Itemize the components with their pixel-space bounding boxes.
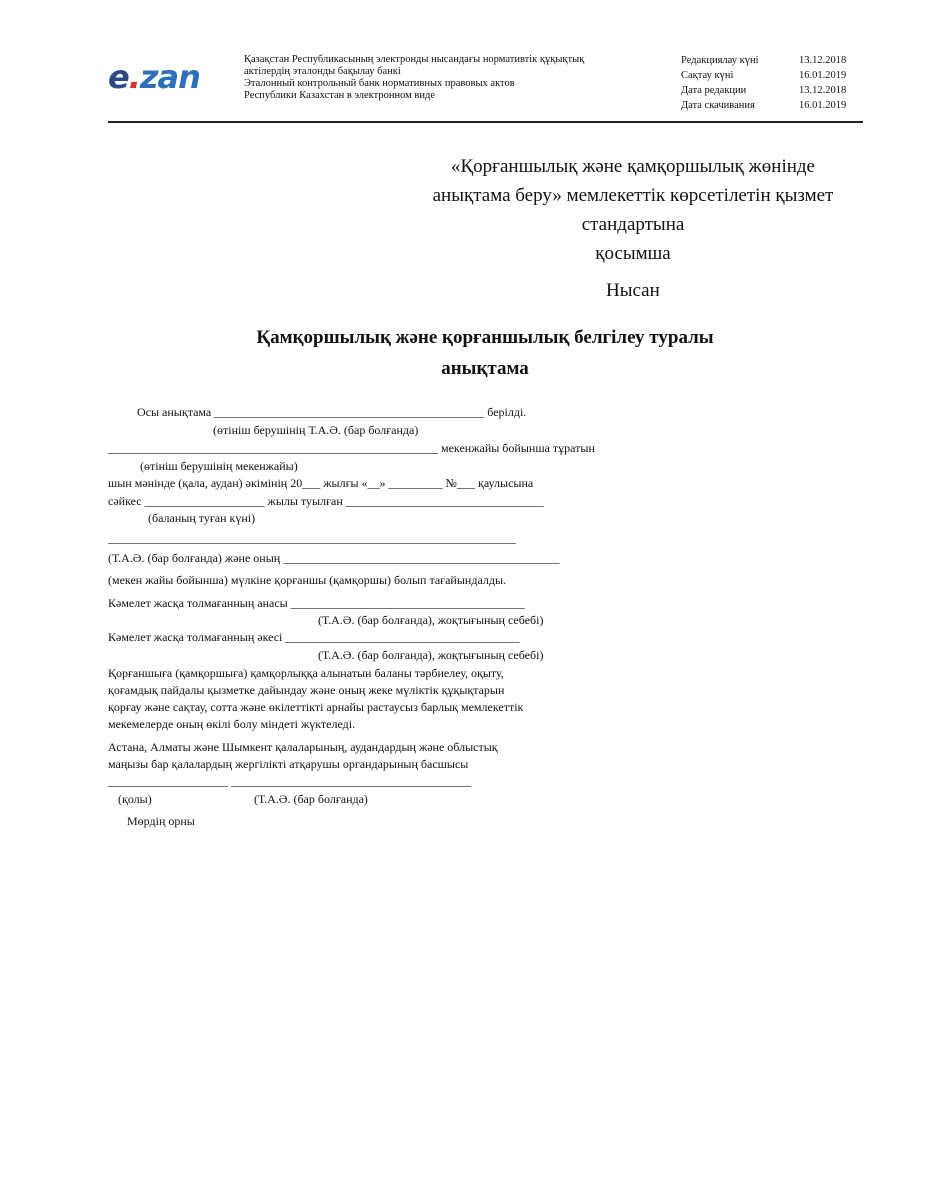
- father-caption: (Т.А.Ә. (бар болғанда), жоқтығының себебі): [318, 648, 544, 662]
- applicant-name-caption: (өтініш берушінің Т.А.Ә. (бар болғанда): [213, 423, 419, 437]
- header-description: [244, 54, 584, 102]
- appendix-line: анықтама беру» мемлекеттік көрсетілетін қызмет: [432, 185, 834, 206]
- residence-line: _______________________________________________________ мекенжайы бойынша тұратын: [108, 441, 595, 455]
- meta-label: Редакциялау күні: [681, 55, 759, 66]
- appendix-line: стандартына: [581, 214, 685, 235]
- header-divider: [108, 121, 863, 123]
- duty-paragraph-line: қорғау және сақтау, сотта және өкілеттікті арнайы растаусыз барлық мемлекеттік: [108, 700, 524, 714]
- issued-to-line: Осы анықтама _____________________________________________ берілді.: [137, 405, 527, 419]
- guardian-name-line: (Т.А.Ә. (бар болғанда) және оның ______________________________________________: [108, 551, 560, 565]
- applicant-address-caption: (өтініш берушінің мекенжайы): [140, 459, 298, 473]
- ezan-logo: e.zan: [108, 58, 200, 96]
- meta-value: 16.01.2019: [799, 70, 847, 81]
- header-description-line: Эталонный контрольный банк нормативных правовых актов: [244, 78, 515, 89]
- authority-line: маңызы бар қалалардың жергілікті атқарушы органдарының басшысы: [108, 757, 469, 771]
- appendix-line: «Қорғаншылық және қамқоршылық жөнінде: [451, 156, 815, 177]
- signature-caption: (қолы): [118, 792, 152, 806]
- signer-name-caption: (Т.А.Ә. (бар болғанда): [254, 792, 368, 806]
- signature-blank-line: ____________________ ________________________________________: [108, 774, 471, 788]
- appendix-note: [400, 152, 866, 268]
- header-meta: [681, 53, 846, 113]
- mother-line: Кәмелет жасқа толмағанның анасы _______________________________________: [108, 596, 525, 610]
- meta-label: Дата редакции: [681, 85, 747, 96]
- header-description-line: актілердің эталонды бақылау банкі: [244, 66, 401, 77]
- akim-resolution-line: шын мәнінде (қала, аудан) әкімінің 20___ жылғы «__» _________ №___ қаулысына: [108, 476, 534, 490]
- meta-label: Сақтау күні: [681, 70, 734, 81]
- father-line: Кәмелет жасқа толмағанның әкесі _______________________________________: [108, 630, 520, 644]
- duty-paragraph-line: Қорғаншыға (қамқоршыға) қамқорлыққа алынатын баланы тәрбиелеу, оқыту,: [108, 666, 504, 680]
- header-description-line: Республики Казахстан в электронном виде: [244, 90, 435, 101]
- meta-value: 16.01.2019: [799, 100, 847, 111]
- document-title: [180, 322, 790, 384]
- meta-value: 13.12.2018: [799, 55, 847, 66]
- appointed-line: (мекен жайы бойынша) мүлкіне қорғаншы (қамқоршы) болып тағайындалды.: [108, 573, 507, 587]
- document-title-line: Қамқоршылық және қорғаншылық белгілеу туралы: [256, 327, 714, 348]
- meta-label: Дата скачивания: [681, 100, 755, 111]
- form-label: Нысан: [606, 280, 660, 301]
- header-description-line: Қазақстан Республикасының электронды нысандағы нормативтік құқықтық: [244, 54, 585, 65]
- stamp-place: Мөрдің орны: [127, 814, 195, 828]
- duty-paragraph-line: қоғамдық пайдалы қызметке дайындау және оның жеке мүліктік құқықтарын: [108, 683, 505, 697]
- meta-row-edit-date-ru: [681, 83, 846, 98]
- appendix-line: қосымша: [595, 243, 671, 264]
- meta-value: 13.12.2018: [799, 85, 847, 96]
- mother-caption: (Т.А.Ә. (бар болғанда), жоқтығының себебі): [318, 613, 544, 627]
- document-title-line: анықтама: [441, 358, 529, 379]
- meta-row-save-date-kz: [681, 68, 846, 83]
- born-line: сәйкес ____________________ жылы туылған _________________________________: [108, 494, 544, 508]
- child-birthdate-caption: (баланың туған күні): [148, 511, 256, 525]
- authority-line: Астана, Алматы және Шымкент қалаларының, аудандардың және облыстық: [108, 740, 498, 754]
- meta-row-download-date-ru: [681, 98, 846, 113]
- meta-row-edit-date-kz: [681, 53, 846, 68]
- duty-paragraph-line: мекемелерде оның өкілі болу міндеті жүктеледі.: [108, 717, 356, 731]
- blank-line: ____________________________________________________________________: [108, 531, 516, 545]
